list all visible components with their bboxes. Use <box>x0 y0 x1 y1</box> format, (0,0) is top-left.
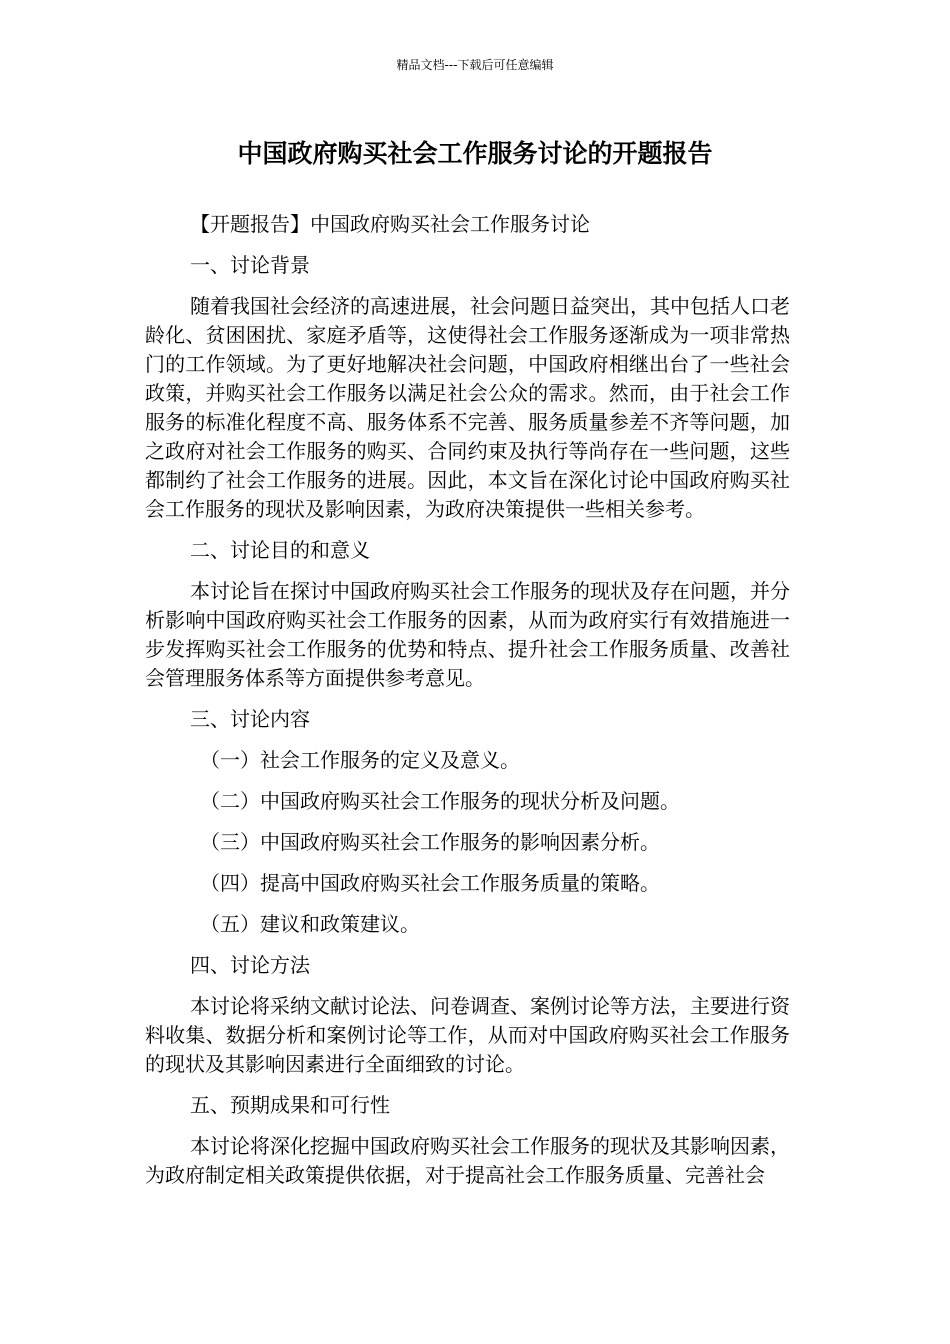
section-paragraph-method: 本讨论将采纳文献讨论法、问卷调查、案例讨论等方法，主要进行资料收集、数据分析和案例讨论等工作，从而对中国政府购买社会工作服务的现状及其影响因素进行全面细致的讨论。 <box>145 994 790 1076</box>
list-item: （三）中国政府购买社会工作服务的影响因素分析。 <box>200 830 660 854</box>
section-heading-outcomes: 五、预期成果和可行性 <box>190 1093 390 1117</box>
list-item: （二）中国政府购买社会工作服务的现状分析及问题。 <box>200 789 680 813</box>
section-paragraph-outcomes: 本讨论将深化挖掘中国政府购买社会工作服务的现状及其影响因素，为政府制定相关政策提供依据，对于提高社会工作服务质量、完善社会 <box>145 1134 790 1187</box>
list-item: （一）社会工作服务的定义及意义。 <box>200 748 520 772</box>
list-item: （四）提高中国政府购买社会工作服务质量的策略。 <box>200 871 660 895</box>
section-heading-background: 一、讨论背景 <box>190 253 310 277</box>
page-header-note: 精品文档---下载后可任意编辑 <box>396 58 554 72</box>
section-heading-method: 四、讨论方法 <box>190 953 310 977</box>
section-paragraph-purpose: 本讨论旨在探讨中国政府购买社会工作服务的现状及存在问题，并分析影响中国政府购买社会工作服务的因素，从而为政府实行有效措施进一步发挥购买社会工作服务的优势和特点、提升社会工作服务质量、改善社会管理服务体系等方面提供参考意见。 <box>145 579 790 690</box>
section-heading-purpose: 二、讨论目的和意义 <box>190 538 370 562</box>
intro-line: 【开题报告】中国政府购买社会工作服务讨论 <box>190 212 590 236</box>
section-heading-content: 三、讨论内容 <box>190 707 310 731</box>
document-body <box>145 210 790 1190</box>
document-title: 中国政府购买社会工作服务讨论的开题报告 <box>237 139 713 168</box>
list-item: （五）建议和政策建议。 <box>200 912 420 936</box>
section-paragraph-background: 随着我国社会经济的高速进展，社会问题日益突出，其中包括人口老龄化、贫困困扰、家庭矛盾等，这使得社会工作服务逐渐成为一项非常热门的工作领域。为了更好地解决社会问题，中国政府相继出台了一些社会政策，并购买社会工作服务以满足社会公众的需求。然而，由于社会工作服务的标准化程度不高、服务体系不完善、服务质量参差不齐等问题，加之政府对社会工作服务的购买、合同约束及执行等尚存在一些问题，这些都制约了社会工作服务的进展。因此，本文旨在深化讨论中国政府购买社会工作服务的现状及影响因素，为政府决策提供一些相关参考。 <box>145 294 790 521</box>
